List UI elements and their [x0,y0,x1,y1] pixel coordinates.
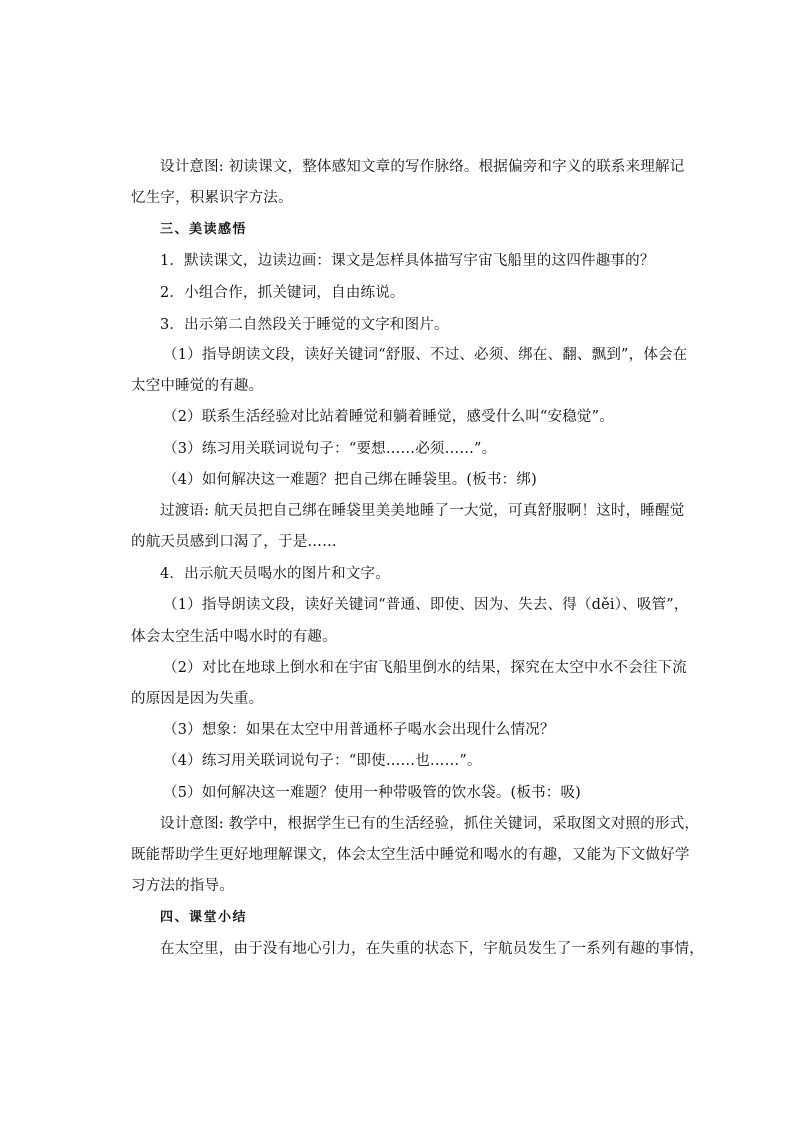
section-heading-3: 三、美读感悟 [160,222,248,237]
step-4-item-1-line-1: （1）指导朗读文段，读好关键词“普通、即使、因为、失去、得（děi）、吸管”， [163,597,689,613]
transition-line-1: 过渡语: 航天员把自己绑在睡袋里美美地睡了一大觉，可真舒服啊！这时，睡醒觉 [160,503,685,519]
step-4-item-5: （5）如何解决这一难题？使用一种带吸管的饮水袋。(板书：吸) [163,785,582,801]
step-3-item-1-line-1: （1）指导朗读文段，读好关键词“舒服、不过、必须、绑在、翻、飘到”，体会在 [163,347,688,363]
step-4-item-4: （4）练习用关联词说句子：“即使……也……”。 [163,753,482,769]
paragraph-design-intent-1-line-1: 设计意图: 初读课文，整体感知文章的写作脉络。根据偏旁和字义的联系来理解记 [160,159,685,175]
step-4-item-1-line-2: 体会太空生活中喝水时的有趣。 [131,629,337,645]
paragraph-design-intent-2-line-3: 习方法的指导。 [131,878,234,894]
step-4-item-3: （3）想象：如果在太空中用普通杯子喝水会出现什么情况？ [163,722,555,738]
paragraph-design-intent-2-line-2: 既能帮助学生更好地理解课文，体会太空生活中睡觉和喝水的有趣，又能为下文做好学 [131,847,690,863]
section-heading-4: 四、课堂小结 [160,910,248,925]
step-3-item-2: （2）联系生活经验对比站着睡觉和躺着睡觉，感受什么叫“安稳觉”。 [163,409,614,425]
step-2: 2．小组合作，抓关键词，自由练说。 [160,285,405,301]
paragraph-design-intent-1-line-2: 忆生字，积累识字方法。 [131,190,293,206]
transition-line-2: 的航天员感到口渴了，于是…… [131,534,337,550]
step-3-item-4: （4）如何解决这一难题？把自己绑在睡袋里。(板书：绑) [163,472,537,488]
step-1: 1．默读课文，边读边画：课文是怎样具体描写宇宙飞船里的这四件趣事的？ [160,253,655,269]
summary-line-1: 在太空里，由于没有地心引力，在失重的状态下，宇航员发生了一系列有趣的事情， [160,941,704,957]
step-4-item-2-line-2: 的原因是因为失重。 [131,691,264,707]
step-3: 3．出示第二自然段关于睡觉的文字和图片。 [160,317,449,333]
paragraph-design-intent-2-line-1: 设计意图: 教学中，根据学生已有的生活经验，抓住关键词，采取图文对照的形式， [160,816,700,832]
step-3-item-1-line-2: 太空中睡觉的有趣。 [131,378,264,394]
step-3-item-3: （3）练习用关联词说句子：“要想……必须……”。 [163,441,497,457]
step-4: 4．出示航天员喝水的图片和文字。 [160,566,390,582]
step-4-item-2-line-1: （2）对比在地球上倒水和在宇宙飞船里倒水的结果，探究在太空中水不会往下流 [163,660,687,676]
